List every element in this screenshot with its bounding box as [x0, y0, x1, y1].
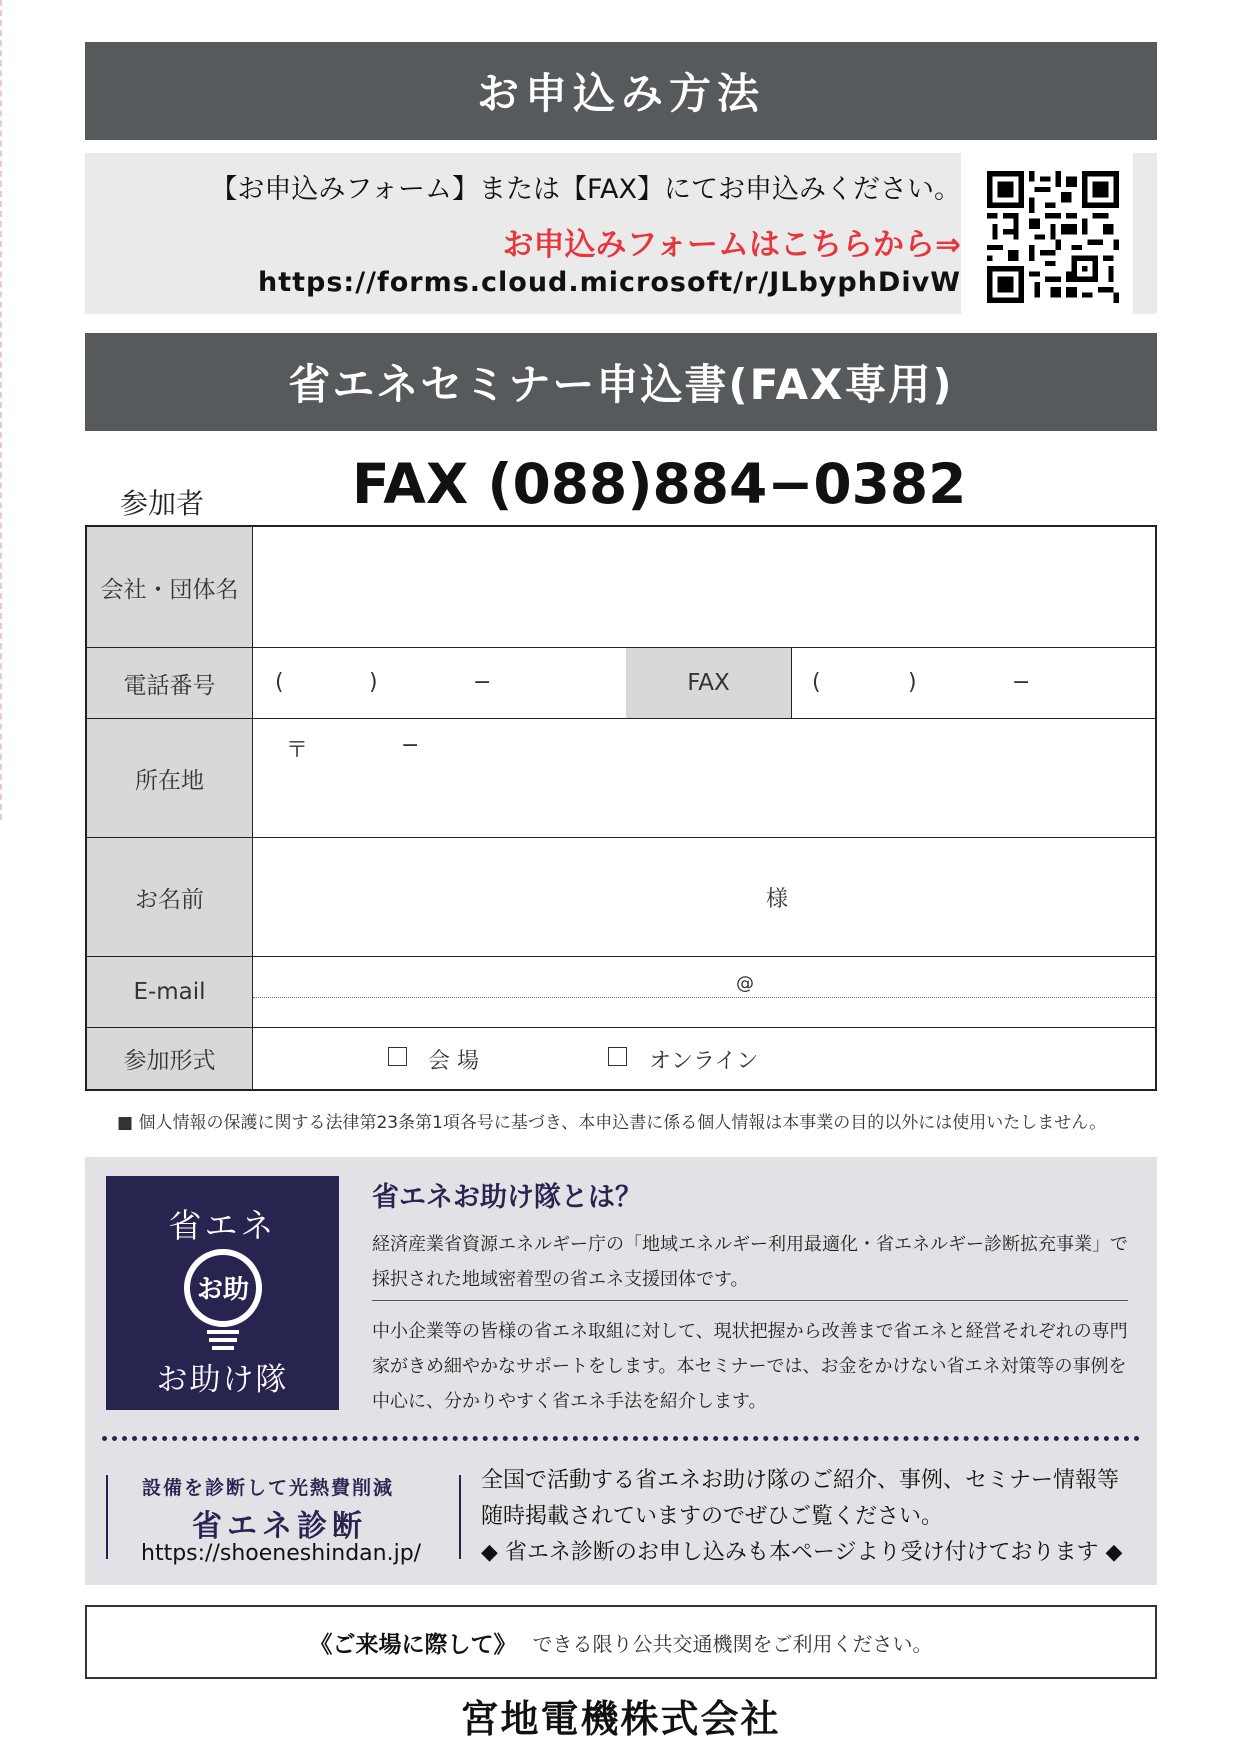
logo-center-text: お助 — [196, 1275, 250, 1305]
application-instruction: 【お申込みフォーム】または【FAX】にてお申込みください。 — [210, 174, 961, 205]
address-field[interactable] — [253, 719, 1155, 837]
form-link-label[interactable]: お申込みフォームはこちらから⇒ — [502, 227, 961, 263]
qr-code-icon[interactable] — [987, 171, 1119, 303]
email-label: E-mail — [87, 957, 253, 1027]
postal-mark: 〒 — [286, 738, 309, 763]
fax-field[interactable] — [792, 648, 1155, 718]
application-form-header — [85, 333, 1157, 431]
format-label: 参加形式 — [87, 1028, 253, 1089]
dotted-divider — [102, 1436, 1140, 1441]
format-options — [253, 1028, 1155, 1089]
postal-dash: − — [401, 733, 420, 758]
email-field[interactable] — [253, 957, 1155, 1027]
diagnosis-left-bar — [106, 1475, 108, 1559]
visit-notice-box — [85, 1605, 1157, 1679]
email-row — [87, 957, 1155, 1028]
address-row — [87, 719, 1155, 838]
description-divider — [372, 1300, 1128, 1301]
phone-label: 電話番号 — [87, 648, 253, 718]
fax-open-paren: ( — [812, 670, 821, 695]
address-label: 所在地 — [87, 719, 253, 837]
application-info-box — [85, 153, 1157, 314]
visit-notice-text: できる限り公共交通機関をご利用ください。 — [532, 1631, 933, 1656]
crop-edge-marks — [0, 0, 6, 820]
energy-support-panel — [85, 1157, 1157, 1585]
form-url-link[interactable]: https://forms.cloud.microsoft/r/JLbyphDivW — [258, 267, 961, 298]
diagnosis-info-line3: ◆ 省エネ診断のお申し込みも本ページより受け付けております ◆ — [481, 1540, 1123, 1565]
application-method-title: お申込み方法 — [476, 69, 765, 118]
privacy-note: ■ 個人情報の保護に関する法律第23条第1項各号に基づき、本申込書に係る個人情報は本事業の目的以外には使用いたしません。 — [117, 1113, 1107, 1133]
phone-row — [87, 648, 1155, 719]
venue-option-label: 会 場 — [428, 1049, 479, 1074]
name-label: お名前 — [87, 838, 253, 956]
company-field[interactable] — [253, 527, 1155, 647]
email-underline — [253, 997, 1155, 998]
diagnosis-catchphrase: 設備を診断して光熱費削減 — [142, 1477, 395, 1499]
online-option-label: オンライン — [649, 1049, 759, 1074]
visit-notice-title: 《ご来場に際して》 — [309, 1631, 517, 1658]
diagnosis-title: 省エネ診断 — [192, 1509, 367, 1544]
format-row — [87, 1028, 1155, 1089]
company-name: 宮地電機株式会社 — [460, 1697, 781, 1741]
support-team-description: 経済産業省資源エネルギー庁の「地域エネルギー利用最適化・省エネルギー診断拡充事業」で採択された地域密着型の省エネ支援団体です。 — [372, 1234, 1128, 1290]
name-suffix: 様 — [766, 887, 789, 912]
fax-dash: − — [1012, 670, 1031, 695]
phone-dash: − — [473, 670, 492, 695]
logo-bottom-text: お助け隊 — [156, 1362, 289, 1398]
name-row — [87, 838, 1155, 957]
company-row — [87, 527, 1155, 648]
company-label: 会社・団体名 — [87, 527, 253, 647]
diagnosis-info — [481, 1463, 1122, 1571]
phone-open-paren: ( — [275, 670, 284, 695]
qr-code-container — [961, 153, 1133, 314]
application-text — [85, 153, 961, 314]
name-field[interactable] — [253, 838, 1155, 956]
application-method-header — [85, 42, 1157, 140]
venue-checkbox[interactable] — [388, 1047, 407, 1066]
diagnosis-info-line1: 全国で活動する省エネお助け隊のご紹介、事例、セミナー情報等 — [481, 1468, 1120, 1493]
support-team-details: 中小企業等の皆様の省エネ取組に対して、現状把握から改善まで省エネと経営それぞれの専門家がきめ細やかなサポートをします。本セミナーでは、お金をかけない省エネ対策等の事例を中心に、分かりやすく省エネ手法を紹介します。 — [372, 1321, 1128, 1412]
fax-label: FAX — [626, 648, 792, 718]
phone-field[interactable] — [253, 648, 627, 718]
participant-label: 参加者 — [120, 487, 205, 520]
diagnosis-info-line2: 随時掲載されていますのでぜひご覧ください。 — [481, 1504, 944, 1529]
diagnosis-divider-bar — [459, 1475, 461, 1559]
fax-close-paren: ) — [908, 670, 917, 695]
fax-number: FAX (088)884−0382 — [352, 452, 967, 516]
phone-close-paren: ) — [369, 670, 378, 695]
otasuketai-logo — [106, 1176, 339, 1410]
diagnosis-url-link[interactable]: https://shoeneshindan.jp/ — [141, 1541, 422, 1566]
application-form-title: 省エネセミナー申込書(FAX専用) — [288, 360, 954, 409]
lightbulb-icon — [179, 1248, 267, 1354]
application-form-table — [85, 525, 1157, 1091]
online-checkbox[interactable] — [608, 1047, 627, 1066]
email-at-mark: @ — [736, 973, 754, 994]
support-team-title: 省エネお助け隊とは？ — [372, 1182, 642, 1213]
logo-top-text: 省エネ — [168, 1206, 277, 1245]
